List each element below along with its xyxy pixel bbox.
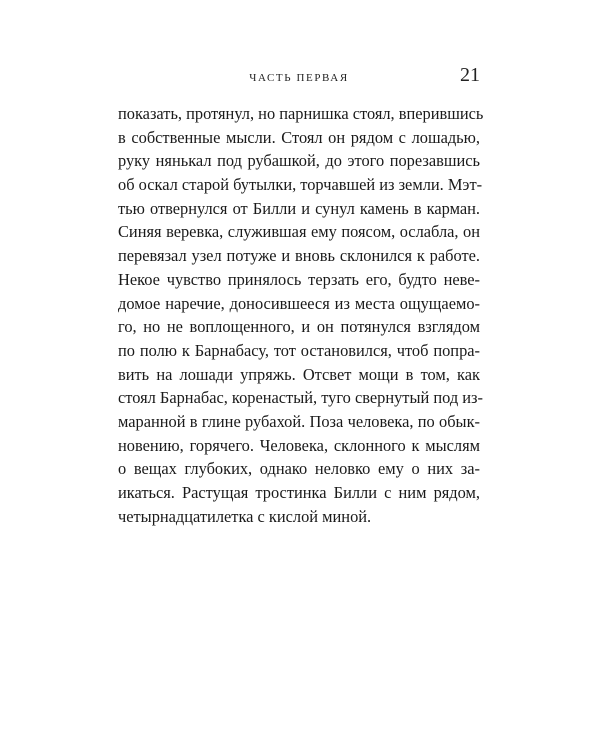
text-line: Некое чувство принялось терзать его, будто неве- <box>118 269 480 289</box>
running-head: ЧАСТЬ ПЕРВАЯ <box>249 72 349 84</box>
text-line: тью отвернулся от Билли и сунул камень в карман. <box>118 198 480 218</box>
text-line: Синяя веревка, служившая ему поясом, ослабла, он <box>118 222 480 242</box>
body-text <box>118 102 484 528</box>
text-line: го, но не воплощенного, и он потянулся взглядом <box>118 317 480 337</box>
text-line: вить на лошади упряжь. Отсвет мощи в том, как <box>118 364 480 384</box>
text-line: об оскал старой бутылки, торчавшей из земли. Мэт- <box>118 175 483 195</box>
text-line: маранной в глине рубахой. Поза человека, по обык- <box>118 411 480 431</box>
text-line: руку нянькал под рубашкой, до этого порезавшись <box>118 151 480 171</box>
text-line: домое наречие, доносившееся из места ощущаемо- <box>118 293 480 313</box>
text-line: стоял Барнабас, коренастый, туго свернутый под из- <box>118 388 483 408</box>
text-line: четырнадцатилетка с кислой миной. <box>118 506 372 526</box>
page-header <box>118 64 480 88</box>
text-line: икаться. Растущая тростинка Билли с ним рядом, <box>118 483 480 502</box>
page-number: 21 <box>460 64 480 86</box>
text-line: показать, протянул, но парнишка стоял, вперившись <box>118 104 484 123</box>
text-line: новению, горячего. Человека, склонного к мыслям <box>118 435 480 455</box>
text-line: перевязал узел потуже и вновь склонился к работе. <box>118 246 480 266</box>
text-line: по полю к Барнабасу, тот остановился, чтоб попра- <box>118 340 480 360</box>
text-line: о вещах глубоких, однако неловко ему о них за- <box>118 459 480 479</box>
text-line: в собственные мысли. Стоял он рядом с лошадью, <box>118 127 480 147</box>
